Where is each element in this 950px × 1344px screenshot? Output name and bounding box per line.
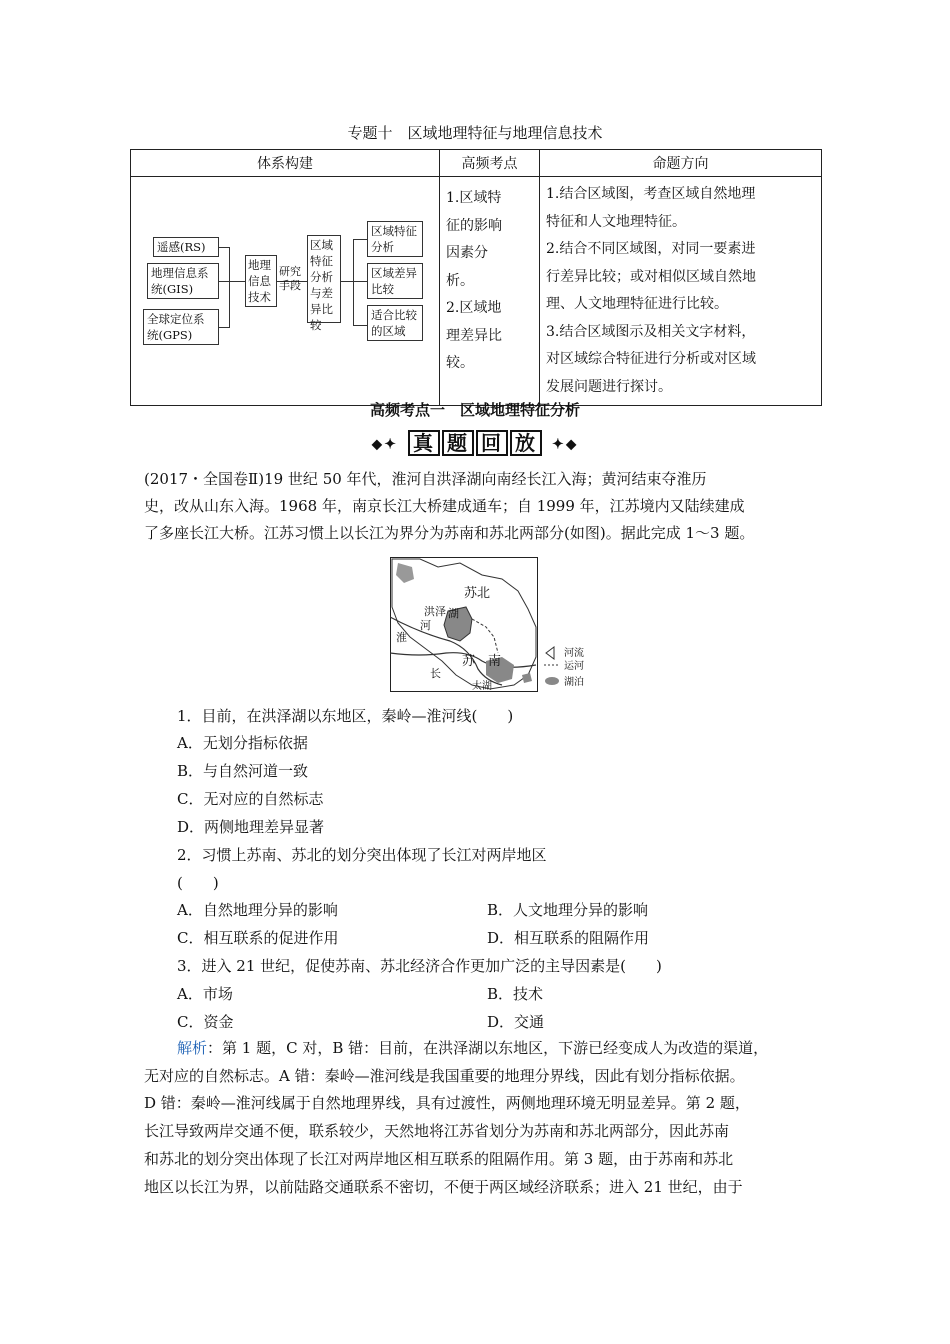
col-header-keypoints: 高频考点 (440, 150, 540, 177)
q2-option-b: B．人文地理分异的影响 (487, 901, 649, 919)
map-label-lake: 湖 (448, 607, 459, 620)
directions-cell (540, 177, 822, 406)
jiangsu-map (390, 557, 590, 693)
direction-line: 对区域综合特征进行分析或对区域 (546, 351, 756, 367)
diagram-arrow-label: 研究手段 (279, 265, 301, 292)
q3-option-c: C．资金 (177, 1013, 234, 1031)
overview-table (130, 149, 822, 406)
intro-line: 了多座长江大桥。江苏习惯上以长江为界分为苏南和苏北两部分(如图)。据此完成 1～3 题。 (144, 524, 755, 542)
q3-stem: 3．进入 21 世纪，促使苏南、苏北经济合作更加广泛的主导因素是( ) (177, 957, 662, 975)
diamond-icon: ◆✦ (371, 436, 399, 453)
col-header-system: 体系构建 (131, 150, 440, 177)
keypoint-line: 2.区域地 (446, 300, 502, 316)
analysis-label: 解析 (177, 1039, 208, 1057)
keypoints-cell (440, 177, 540, 406)
diagram-box-center: 地理信息技术 (245, 255, 277, 307)
map-label-su: 苏 (462, 654, 476, 669)
analysis-line: 和苏北的划分突出体现了长江对两岸地区相互联系的阻隔作用。第 3 题，由于苏南和苏北 (144, 1150, 734, 1168)
q1-option-c: C．无对应的自然标志 (177, 790, 324, 808)
q3-option-b: B．技术 (487, 985, 544, 1003)
diagram-box-difference: 区域差异比较 (367, 263, 423, 299)
system-diagram (131, 177, 436, 402)
legend-canal: 运河 (564, 661, 584, 672)
keypoint-line: 1.区域特 (446, 190, 502, 206)
map-label-nan: 南 (488, 654, 502, 669)
q2-option-a: A．自然地理分异的影响 (177, 901, 338, 919)
intro-line: 史，改从山东入海。1968 年，南京长江大桥建成通车；自 1999 年，江苏境内又陆续建成 (144, 497, 745, 515)
q1-stem: 1．目前，在洪泽湖以东地区，秦岭—淮河线( ) (177, 707, 514, 725)
direction-line: 1.结合区域图，考查区域自然地理 (546, 186, 756, 202)
q1-option-a: A．无划分指标依据 (177, 734, 308, 752)
diagram-box-gis: 地理信息系统(GIS) (147, 263, 219, 299)
map-label-hongze: 洪泽 (424, 605, 446, 618)
analysis-line: 地区以长江为界，以前陆路交通联系不密切，不便于两区域经济联系；进入 21 世纪，由于 (144, 1178, 743, 1196)
system-diagram-cell (131, 177, 440, 406)
q1-option-b: B．与自然河道一致 (177, 762, 309, 780)
q2-blank: ( ) (177, 874, 219, 892)
diagram-box-suitable: 适合比较的区域 (367, 305, 423, 341)
map-label-huai: 淮 (396, 631, 407, 644)
banner-char: 真 (408, 430, 440, 456)
diagram-box-feature: 区域特征分析 (367, 221, 423, 257)
keypoint-line: 析。 (446, 272, 474, 289)
analysis-line: 长江导致两岸交通不便，联系较少，天然地将江苏省划分为苏南和苏北两部分，因此苏南 (144, 1122, 730, 1140)
map-label-subei: 苏北 (464, 586, 491, 601)
map-label-chang: 长 (430, 667, 441, 680)
intro-line: (2017・全国卷Ⅱ)19 世纪 50 年代，淮河自洪泽湖向南经长江入海；黄河结束夺淮历 (144, 470, 707, 488)
direction-line: 特征和人文地理特征。 (546, 213, 686, 230)
q3-option-a: A．市场 (177, 985, 233, 1003)
legend-river: 河流 (564, 648, 584, 659)
banner-char: 回 (476, 430, 508, 456)
diamond-icon: ✦◆ (551, 436, 579, 453)
direction-line: 理、人文地理特征进行比较。 (546, 296, 728, 312)
q2-option-c: C．相互联系的促进作用 (177, 929, 339, 947)
direction-line: 发展问题进行探讨。 (546, 378, 672, 395)
diagram-box-analysis: 区域特征分析与差异比较 (307, 235, 341, 323)
q1-option-d: D．两侧地理差异显著 (177, 818, 325, 836)
map-label-taihu: 太湖 (472, 681, 492, 692)
banner-char: 题 (442, 430, 474, 456)
direction-line: 行差异比较；或对相似区域自然地 (546, 268, 756, 285)
map-label-he: 河 (420, 619, 431, 632)
diagram-box-gps: 全球定位系统(GPS) (143, 309, 219, 345)
keypoint-line: 因素分 (446, 245, 488, 261)
q2-option-d: D．相互联系的阻隔作用 (487, 929, 650, 947)
direction-line: 2.结合不同区域图，对同一要素进 (546, 241, 756, 257)
legend-lake: 湖泊 (564, 677, 584, 688)
col-header-directions: 命题方向 (540, 150, 822, 177)
analysis-first-text: ：第 1 题，C 对，B 错：目前，在洪泽湖以东地区，下游已经变成人为改造的渠道， (207, 1039, 769, 1057)
document-title: 专题十 区域地理特征与地理信息技术 (347, 124, 603, 142)
banner-char: 放 (510, 430, 542, 456)
map-figure (390, 557, 590, 693)
section-heading: 高频考点一 区域地理特征分析 (369, 401, 580, 419)
keypoint-line: 理差异比 (446, 327, 502, 344)
keypoint-line: 较。 (446, 355, 474, 371)
analysis-line: D 错：秦岭—淮河线属于自然地理界线，具有过渡性，两侧地理环境无明显差异。第 2 题， (144, 1094, 750, 1112)
banner (0, 430, 950, 456)
diagram-box-rs: 遥感(RS) (153, 237, 219, 257)
direction-line: 3.结合区域图示及相关文字材料， (546, 323, 756, 340)
analysis-first-line (177, 1035, 768, 1063)
analysis-line: 无对应的自然标志。A 错：秦岭—淮河线是我国重要的地理分界线，因此有划分指标依据。 (144, 1067, 745, 1085)
q2-stem: 2．习惯上苏南、苏北的划分突出体现了长江对两岸地区 (177, 846, 547, 864)
keypoint-line: 征的影响 (446, 217, 502, 234)
q3-option-d: D．交通 (487, 1013, 545, 1031)
